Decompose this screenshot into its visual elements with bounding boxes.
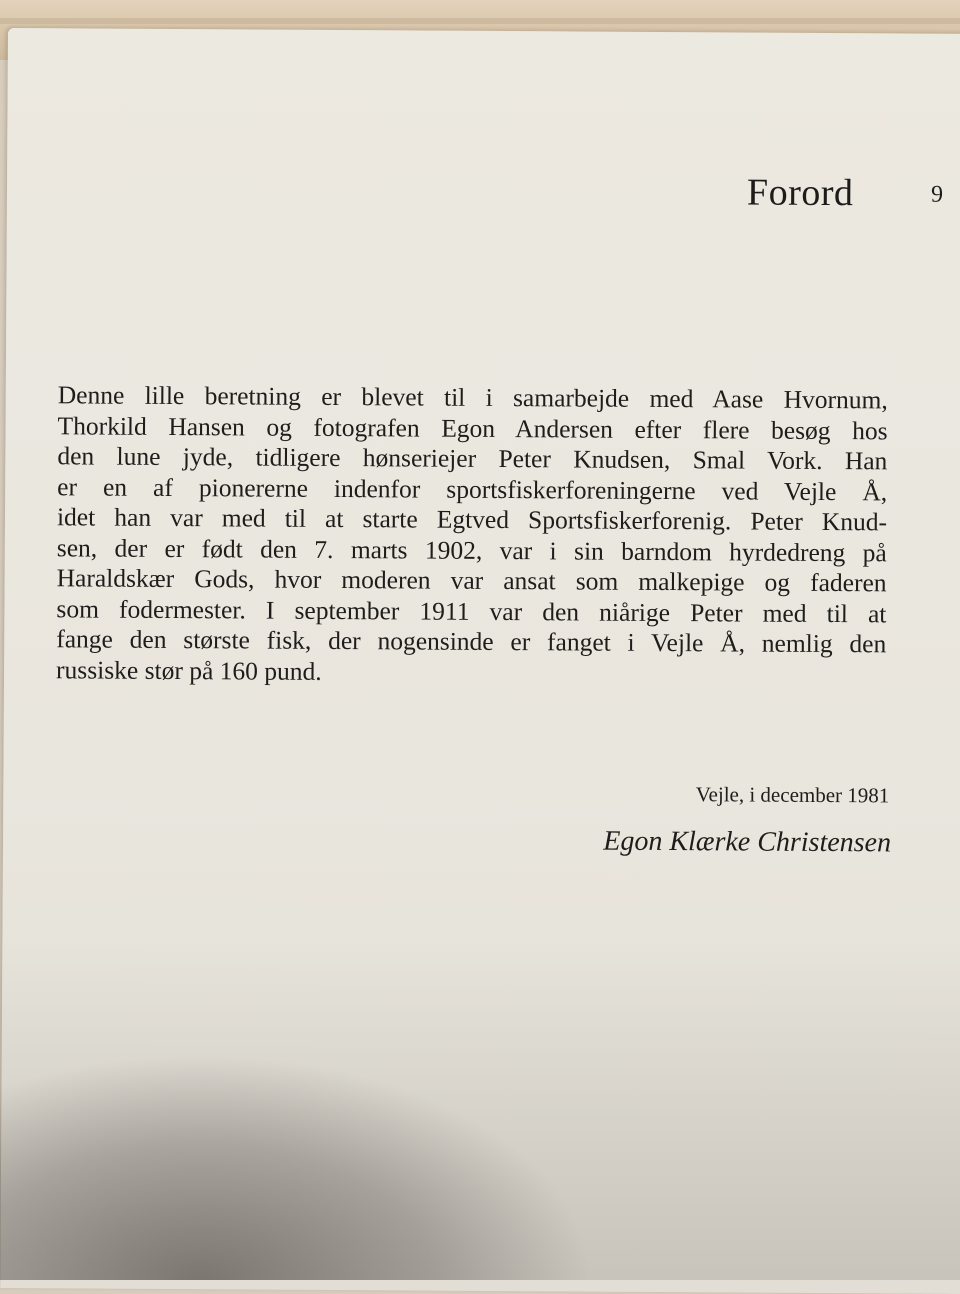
paragraph-line: idet han var med til at starte Egtved Sportsfiskerforenig. Peter Knud-	[56, 502, 888, 537]
paragraph-line: den lune jyde, tidligere hønseriejer Peter Knudsen, Smal Vork. Han	[57, 441, 888, 476]
paragraph-line: Thorkild Hansen og fotografen Egon Andersen efter flere besøg hos	[57, 410, 888, 445]
dateline: Vejle, i december 1981	[695, 782, 890, 808]
paragraph-line: som fodermester. I september 1911 var den niårige Peter med til at	[56, 593, 887, 628]
paragraph-line: fange den største fisk, der nogensinde er fanget i Vejle Å, nemlig den	[56, 624, 887, 659]
paragraph-line: sen, der er født den 7. marts 1902, var i sin barndom hyrdedreng på	[56, 532, 887, 567]
author-signature: Egon Klærke Christensen	[603, 825, 892, 859]
page-number: 9	[930, 181, 944, 208]
paragraph-line: Denne lille beretning er blevet til i samarbejde med Aase Hvornum,	[57, 380, 888, 415]
foreword-paragraph	[56, 380, 888, 690]
paragraph-line: russiske stør på 160 pund.	[55, 654, 322, 686]
paragraph-line: Haraldskær Gods, hvor moderen var ansat som malkepige og faderen	[56, 563, 887, 598]
paragraph-line: er en af pionererne indenfor sportsfiskerforeningerne ved Vejle Å,	[57, 471, 888, 506]
book-page	[0, 28, 960, 1294]
page-title: Forord	[746, 171, 854, 215]
